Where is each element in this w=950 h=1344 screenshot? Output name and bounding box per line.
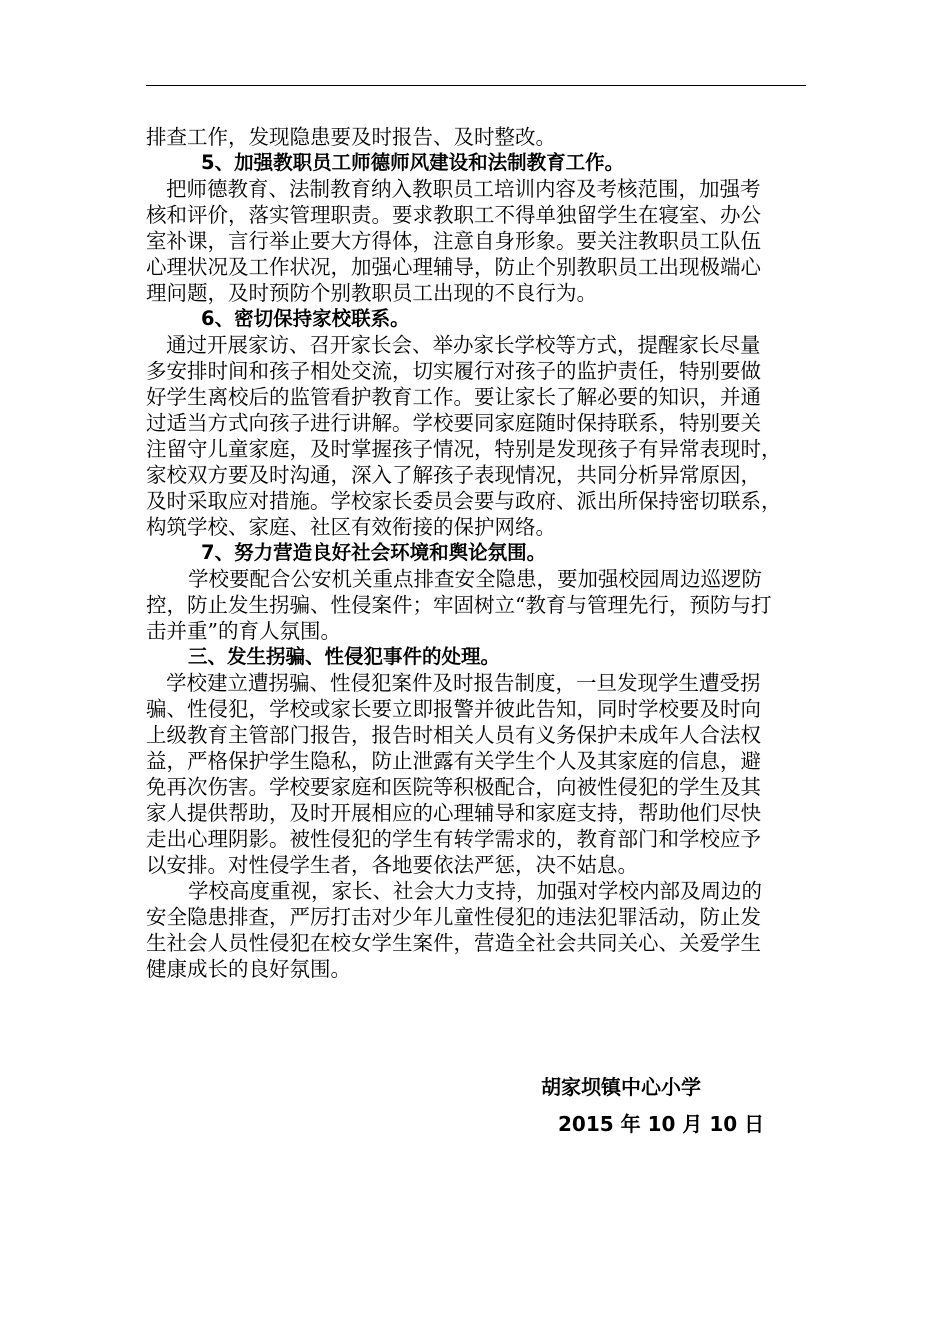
signature-date: 2015 年 10 月 10 日 xyxy=(558,1112,765,1136)
section-heading: 三、发生拐骗、性侵犯事件的处理。 xyxy=(188,645,501,668)
paragraph-line: 核和评价，落实管理职责。要求教职工不得单独留学生在寝室、办公 xyxy=(146,203,761,227)
paragraph-line: 上级教育主管部门报告，报告时相关人员有义务保护未成年人合法权 xyxy=(146,723,761,747)
paragraph-line: 及时采取应对措施。学校家长委员会要与政府、派出所保持密切联系， xyxy=(146,489,782,513)
paragraph-line: 注留守儿童家庭，及时掌握孩子情况，特别是发现孩子有异常表现时， xyxy=(146,437,782,461)
paragraph-line: 理问题，及时预防个别教职员工出现的不良行为。 xyxy=(146,281,597,305)
paragraph-line: 控，防止发生拐骗、性侵案件；牢固树立“教育与管理先行，预防与打 xyxy=(146,593,772,617)
paragraph-line: 生社会人员性侵犯在校女学生案件，营造全社会共同关心、关爱学生 xyxy=(146,931,761,955)
paragraph-line: 免再次伤害。学校要家庭和医院等积极配合，向被性侵犯的学生及其 xyxy=(146,775,761,799)
paragraph-line: 过适当方式向孩子进行讲解。学校要同家庭随时保持联系，特别要关 xyxy=(146,411,761,435)
paragraph-line: 学校建立遭拐骗、性侵犯案件及时报告制度，一旦发现学生遭受拐 xyxy=(166,671,761,695)
paragraph-line: 心理状况及工作状况，加强心理辅导，防止个别教职员工出现极端心 xyxy=(146,255,761,279)
paragraph-line: 学校高度重视，家长、社会大力支持，加强对学校内部及周边的 xyxy=(188,879,762,903)
paragraph-line: 好学生离校后的监管看护教育工作。要让家长了解必要的知识，并通 xyxy=(146,385,761,409)
header-rule xyxy=(146,85,806,86)
paragraph-line: 走出心理阴影。被性侵犯的学生有转学需求的，教育部门和学校应予 xyxy=(146,827,761,851)
paragraph-line: 骗、性侵犯，学校或家长要立即报警并彼此告知，同时学校要及时向 xyxy=(146,697,761,721)
paragraph-line: 安全隐患排查，严厉打击对少年儿童性侵犯的违法犯罪活动，防止发 xyxy=(146,905,761,929)
signature-org: 胡家坝镇中心小学 xyxy=(541,1075,701,1099)
paragraph-line: 室补课，言行举止要大方得体，注意自身形象。要关注教职员工队伍 xyxy=(146,229,761,253)
paragraph-line: 击并重”的育人氛围。 xyxy=(146,619,341,643)
section-heading: 7、努力营造良好社会环境和舆论氛围。 xyxy=(201,541,547,564)
section-heading: 5、加强教职员工师德师风建设和法制教育工作。 xyxy=(201,151,625,174)
paragraph-line: 多安排时间和孩子相处交流，切实履行对孩子的监护责任，特别要做 xyxy=(146,359,761,383)
paragraph-line: 家校双方要及时沟通，深入了解孩子表现情况，共同分析异常原因， xyxy=(146,463,761,487)
paragraph-line: 家人提供帮助，及时开展相应的心理辅导和家庭支持，帮助他们尽快 xyxy=(146,801,761,825)
paragraph-line: 通过开展家访、召开家长会、举办家长学校等方式，提醒家长尽量 xyxy=(166,333,761,357)
paragraph-line: 把师德教育、法制教育纳入教职员工培训内容及考核范围，加强考 xyxy=(166,177,761,201)
paragraph-line: 以安排。对性侵学生者，各地要依法严惩，决不姑息。 xyxy=(146,853,638,877)
paragraph-line: 构筑学校、家庭、社区有效衔接的保护网络。 xyxy=(146,515,556,539)
paragraph-line: 排查工作，发现隐患要及时报告、及时整改。 xyxy=(146,125,556,149)
paragraph-line: 益，严格保护学生隐私，防止泄露有关学生个人及其家庭的信息，避 xyxy=(146,749,761,773)
document-body xyxy=(146,124,818,982)
section-heading: 6、密切保持家校联系。 xyxy=(201,307,410,330)
paragraph-line: 健康成长的良好氛围。 xyxy=(146,957,351,981)
paragraph-line: 学校要配合公安机关重点排查安全隐患，要加强校园周边巡逻防 xyxy=(188,567,762,591)
